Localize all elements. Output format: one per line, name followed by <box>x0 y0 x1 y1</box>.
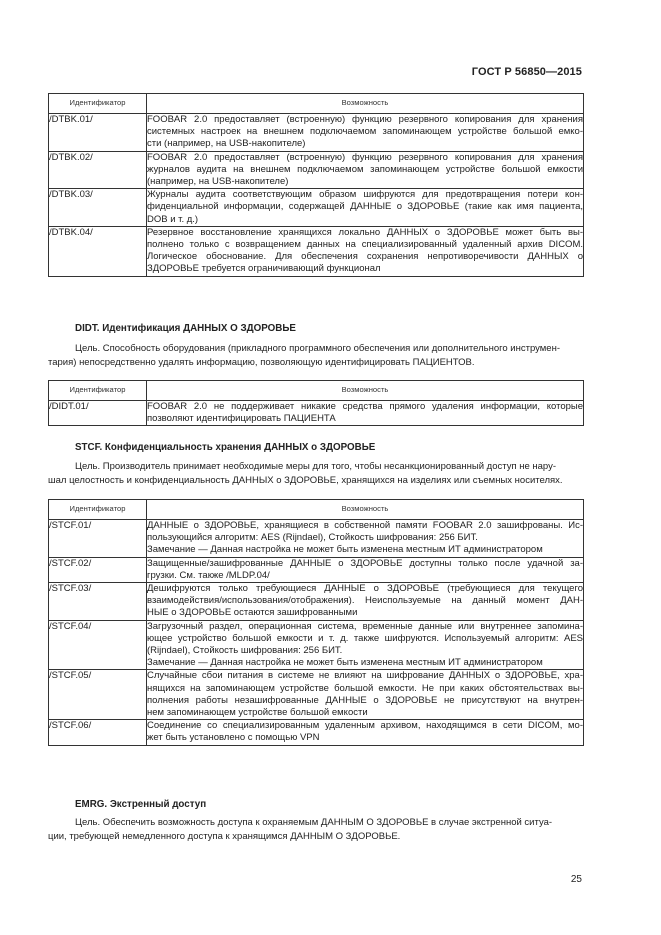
table-header-row <box>49 94 584 114</box>
row-capability-text <box>147 720 584 745</box>
text-line: нем запоминающем устройстве большой емкости <box>147 707 368 719</box>
row-capability-text <box>147 151 584 189</box>
text-line: пользующийся алгоритм: AES (Rijndael), Стойкость шифрования: 256 БИТ. <box>147 532 478 544</box>
text-line: журналов аудита на внешнем подключаемом запоминающем устройстве большой емкости <box>147 163 583 175</box>
row-identifier: /STCF.04/ <box>49 620 147 670</box>
paragraph-line: Цель. Производитель принимает необходимые меры для того, чтобы несанкционированный доступ не нару- <box>75 461 557 472</box>
text-line: Дешифруются только требующиеся ДАННЫЕ о ЗДОРОВЬЕ (требующиеся для текущего <box>147 583 583 595</box>
column-header-identifier: Идентификатор <box>49 94 147 114</box>
page-number: 25 <box>570 874 582 885</box>
text-line: системных настроек на внешнем подключаемом запоминающем устройстве большой емко- <box>147 126 583 138</box>
text-line: FOOBAR 2.0 предоставляет (встроенную) функцию резервного копирования для хранения <box>147 151 583 163</box>
row-capability-text <box>147 670 584 720</box>
text-line: FOOBAR 2.0 предоставляет (встроенную) функцию резервного копирования для хранения <box>147 114 583 125</box>
section-paragraph-didt <box>48 342 583 369</box>
table-header-row <box>49 500 584 520</box>
row-identifier: /DIDT.01/ <box>49 401 147 426</box>
table-row <box>49 401 584 426</box>
text-line: ющее устройство большой емкости и т. д. также шифруются. Используемый алгоритм: AES <box>147 632 583 644</box>
section-paragraph-emrg <box>48 816 583 843</box>
row-identifier: /STCF.06/ <box>49 720 147 745</box>
row-capability-text <box>147 520 584 558</box>
capability-table-didt <box>48 380 584 426</box>
text-line: Логическое обоснование. Для обеспечения сохранения непротиворечивости ДАННЫХ о <box>147 251 583 263</box>
text-line: полнено только с возвращением данных на специализированный удаленный архив DICOM. <box>147 239 583 251</box>
table-row <box>49 720 584 745</box>
table-row <box>49 189 584 227</box>
text-line: взаимодействия/использования/отображения). Неиспользуемые на данный момент ДАН- <box>147 595 583 607</box>
text-line: Замечание — Данная настройка не может быть изменена местным ИТ администратором <box>147 544 543 556</box>
section-title-didt: DIDT. Идентификация ДАННЫХ О ЗДОРОВЬЕ <box>75 323 296 334</box>
table-row <box>49 583 584 621</box>
column-header-capability: Возможность <box>147 94 584 114</box>
text-line: Случайные сбои питания в системе не влияют на шифрование ДАННЫХ о ЗДОРОВЬЕ, хра- <box>147 670 583 682</box>
text-line: ЗДОРОВЬЕ требуется ограничивающий функционал <box>147 263 381 275</box>
text-line: Журналы аудита соответствующим образом шифруются для предотвращения потери кон- <box>147 189 583 201</box>
text-line: Резервное восстановление хранящихся локально ДАННЫХ о ЗДОРОВЬЕ может быть вы- <box>147 226 583 238</box>
row-identifier: /STCF.05/ <box>49 670 147 720</box>
row-identifier: /STCF.01/ <box>49 520 147 558</box>
text-line: Защищенные/зашифрованные ДАННЫЕ о ЗДОРОВЬЕ доступны только после удачной за- <box>147 557 583 569</box>
section-title-stcf: STCF. Конфиденциальность хранения ДАННЫХ о ЗДОРОВЬЕ <box>75 442 376 453</box>
row-capability-text <box>147 189 584 227</box>
text-line: жет быть установлено с помощью VPN <box>147 732 320 744</box>
capability-table-dtbk <box>48 93 584 277</box>
table-row <box>49 114 584 152</box>
paragraph-line: Цель. Способность оборудования (прикладного программного обеспечения или дополнительного инструмен- <box>75 343 561 354</box>
capability-table-stcf <box>48 499 584 746</box>
table-row <box>49 151 584 189</box>
text-line: (например, на USB-накопителе) <box>147 176 289 188</box>
column-header-identifier: Идентификатор <box>49 381 147 401</box>
paragraph-line: шал целостность и конфиденциальность ДАННЫХ о ЗДОРОВЬЕ, хранящихся на изделиях или съемных носителях. <box>48 474 563 486</box>
row-capability-text <box>147 557 584 582</box>
document-code: ГОСТ Р 56850—2015 <box>471 66 582 78</box>
row-capability-text <box>147 620 584 670</box>
table-row <box>49 520 584 558</box>
row-capability-text <box>147 401 584 426</box>
row-capability-text <box>147 226 584 276</box>
table-row <box>49 557 584 582</box>
text-line: грузки. См. также /MLDP.04/ <box>147 569 270 581</box>
table-header-row <box>49 381 584 401</box>
table-row <box>49 620 584 670</box>
text-line: полнения работы незашифрованные ДАННЫЕ о ЗДОРОВЬЕ не присутствуют на внутрен- <box>147 694 583 706</box>
column-header-capability: Возможность <box>147 381 584 401</box>
paragraph-line: ции, требующей немедленного доступа к хранящимся ДАННЫМ О ЗДОРОВЬЕ. <box>48 830 401 842</box>
row-identifier: /STCF.02/ <box>49 557 147 582</box>
table-row <box>49 670 584 720</box>
paragraph-line: Цель. Обеспечить возможность доступа к охраняемым ДАННЫМ О ЗДОРОВЬЕ в случае экстренной ситуа- <box>75 817 553 828</box>
text-line: НЫЕ о ЗДОРОВЬЕ остаются зашифрованными <box>147 607 358 619</box>
row-identifier: /STCF.03/ <box>49 583 147 621</box>
text-line: ДАННЫЕ о ЗДОРОВЬЕ, хранящиеся в собственной памяти FOOBAR 2.0 зашифрованы. Ис- <box>147 520 583 531</box>
table-row <box>49 226 584 276</box>
row-identifier: /DTBK.01/ <box>49 114 147 152</box>
text-line: сти (например, на USB-накопителе) <box>147 138 306 150</box>
text-line: FOOBAR 2.0 не поддерживает никакие средства прямого удаления информации, которые <box>147 401 583 412</box>
text-line: Загрузочный раздел, операционная система, временные данные или внутреннее запомина- <box>147 620 583 632</box>
text-line: нящихся на запоминающем устройстве большой емкости. Не при каких обстоятельствах вы- <box>147 682 583 694</box>
section-paragraph-stcf <box>48 460 583 487</box>
text-line: фиденциальной информации, содержащей ДАННЫЕ о ЗДОРОВЬЕ (такие как имя пациента, <box>147 201 583 213</box>
row-identifier: /DTBK.02/ <box>49 151 147 189</box>
row-identifier: /DTBK.04/ <box>49 226 147 276</box>
text-line: (Rijndael), Стойкость шифрования: 256 БИТ. <box>147 645 343 657</box>
text-line: Соединение со специализированным удаленным архивом, находящимся в сети DICOM, мо- <box>147 720 583 732</box>
column-header-identifier: Идентификатор <box>49 500 147 520</box>
column-header-capability: Возможность <box>147 500 584 520</box>
paragraph-line: тария) непосредственно удалять информацию, позволяющую идентифицировать ПАЦИЕНТОВ. <box>48 356 475 368</box>
section-title-emrg: EMRG. Экстренный доступ <box>75 799 207 810</box>
row-capability-text <box>147 114 584 152</box>
text-line: позволяют идентифицировать ПАЦИЕНТА <box>147 413 336 425</box>
row-identifier: /DTBK.03/ <box>49 189 147 227</box>
text-line: DOB и т. д.) <box>147 213 199 225</box>
row-capability-text <box>147 583 584 621</box>
text-line: Замечание — Данная настройка не может быть изменена местным ИТ администратором <box>147 657 543 669</box>
